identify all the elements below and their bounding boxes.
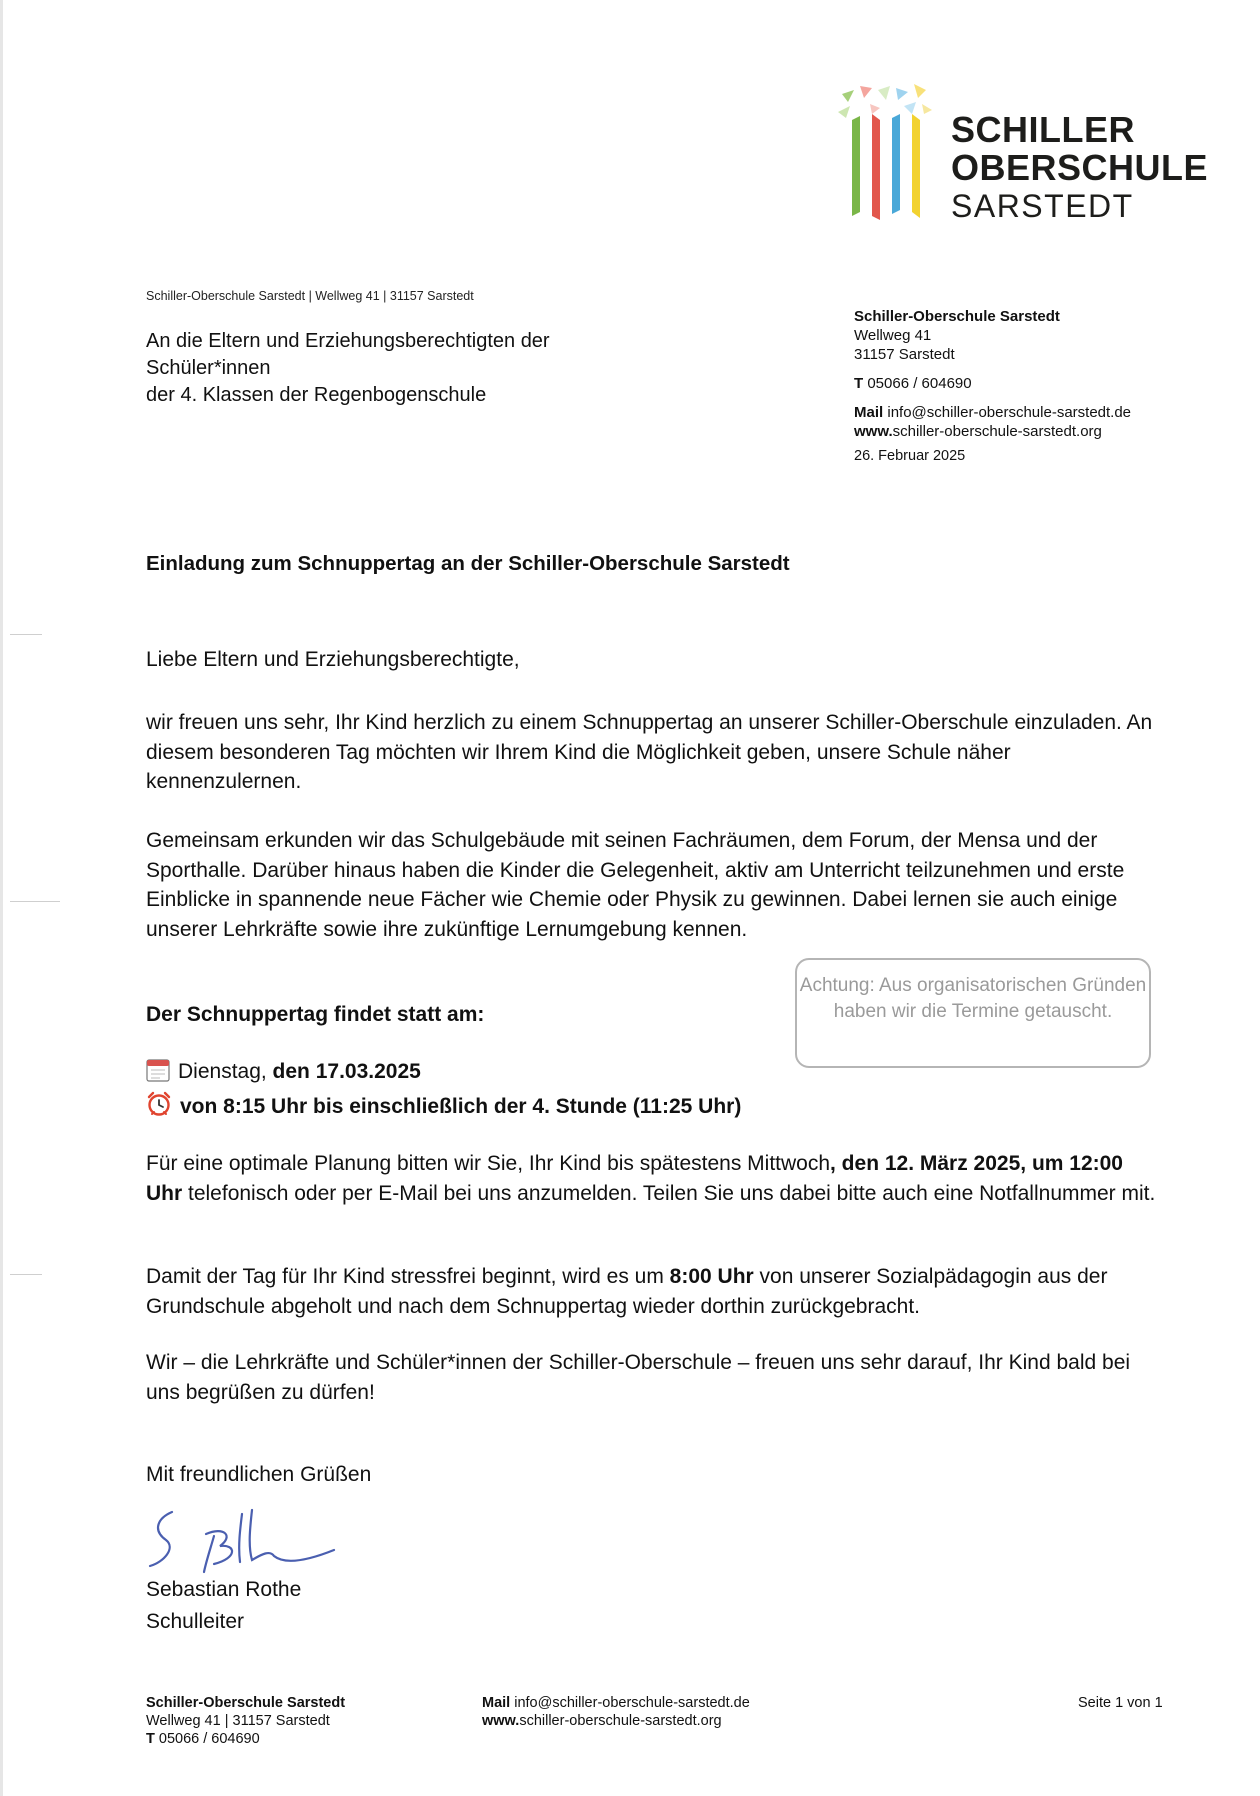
contact-block [854,307,1131,466]
recipient-line: der 4. Klassen der Regenbogenschule [146,384,487,406]
recipient-block [146,328,550,409]
logo-line-2: OBERSCHULE [951,147,1209,188]
logo-stripe-blue [892,114,900,214]
sender-return-address: Schiller-Oberschule Sarstedt | Wellweg 41 | 31157 Sarstedt [146,289,474,303]
footer-phone-label: T [146,1731,155,1747]
signatory-role: Schulleiter [146,1610,245,1633]
fold-mark [10,634,42,635]
pickup-time: 8:00 Uhr [669,1265,754,1288]
handwritten-signature [144,1500,344,1580]
footer-school-name: Schiller-Oberschule Sarstedt [146,1695,346,1711]
web-label: www. [854,423,893,440]
contact-web [854,422,1131,441]
school-logo-text [951,109,1209,224]
web-address[interactable]: schiller-oberschule-sarstedt.org [892,423,1102,440]
paragraph-program: Gemeinsam erkunden wir das Schulgebäude mit seinen Fachräumen, dem Forum, der Mensa und der Sporthalle. Darüber hinaus haben die Kinder die Gelegenheit, aktiv am Unterricht teilzunehmen und erste Einblicke in spannende neue Fächer wie Chemie oder Physik zu gewinnen. Dabei lernen sie auch einige unserer Lehrkräfte sowie ihre zukünftige Lernumgebung kennen. [146,829,1125,941]
logo-stripe-red [872,114,880,220]
logo-line-1: SCHILLER [951,109,1135,150]
registration-text: Für eine optimale Planung bitten wir Sie, Ihr Kind bis spätestens Mittwoch [146,1152,831,1175]
footer-contact [482,1694,750,1730]
page-number: Seite 1 von 1 [1078,1695,1163,1711]
appointment-date: den 17.03.2025 [266,1060,421,1083]
contact-name: Schiller-Oberschule Sarstedt [854,308,1060,325]
mail-label: Mail [854,404,884,421]
punch-mark [10,901,60,902]
mail-address[interactable]: info@schiller-oberschule-sarstedt.de [887,404,1132,421]
signatory-name: Sebastian Rothe [146,1578,302,1601]
footer-mail[interactable]: info@schiller-oberschule-sarstedt.de [514,1695,750,1711]
letter-subject: Einladung zum Schnuppertag an der Schiller-Oberschule Sarstedt [146,552,790,575]
alarm-clock-icon [146,1091,172,1117]
notice-box: Achtung: Aus organisatorischen Gründen haben wir die Termine getauscht. [795,958,1151,1068]
logo-stripe-yellow [912,114,920,218]
page-edge [0,0,3,1796]
paragraph-pickup [146,1262,1156,1321]
footer-mail-label: Mail [482,1695,511,1711]
paragraph-registration [146,1149,1156,1208]
contact-phone [854,374,1131,393]
contact-mail [854,403,1131,422]
footer-phone: 05066 / 604690 [158,1731,260,1747]
registration-deadline: , den 12. März 2025, um 12:00 Uhr [146,1152,1123,1205]
paragraph-intro: wir freuen uns sehr, Ihr Kind herzlich zu einem Schnuppertag an unserer Schiller-Oberschule einzuladen. An diesem besonderen Tag möchten wir Ihrem Kind die Möglichkeit geben, unsere Schule näher kennenzulernen. [146,711,1153,793]
paragraph-closing: Wir – die Lehrkräfte und Schüler*innen der Schiller-Oberschule – freuen uns sehr darauf, Ihr Kind bald bei uns begrüßen zu dürfen! [146,1351,1131,1404]
appointment-date-row [146,1057,421,1087]
logo-line-3: SARSTEDT [951,188,1134,224]
appointment-day: Dienstag, [178,1060,267,1083]
schedule-heading: Der Schnuppertag findet statt am: [146,1003,485,1026]
footer-street: Wellweg 41 | 31157 Sarstedt [146,1713,330,1729]
footer-address [146,1694,345,1748]
phone-label: T [854,375,864,392]
closing-formula: Mit freundlichen Grüßen [146,1463,372,1486]
letter-date: 26. Februar 2025 [854,448,966,464]
recipient-line: An die Eltern und Erziehungsberechtigten der [146,330,550,352]
footer-web[interactable]: schiller-oberschule-sarstedt.org [519,1713,722,1729]
pickup-text: Damit der Tag für Ihr Kind stressfrei beginnt, wird es um [146,1265,670,1288]
contact-city: 31157 Sarstedt [854,346,955,363]
footer-web-label: www. [482,1713,520,1729]
appointment-time-row [146,1091,741,1122]
salutation: Liebe Eltern und Erziehungsberechtigte, [146,648,520,671]
phone-number: 05066 / 604690 [867,375,972,392]
recipient-line: Schüler*innen [146,357,271,379]
calendar-icon [146,1058,170,1082]
contact-street: Wellweg 41 [854,327,932,344]
pickup-text-end: von unserer Sozialpädagogin aus der Grundschule abgeholt und nach dem Schnuppertag wieder dorthin zurückgebracht. [146,1265,1108,1318]
appointment-time: von 8:15 Uhr bis einschließlich der 4. Stunde (11:25 Uhr) [180,1095,742,1118]
fold-mark [10,1274,42,1275]
logo-stripe-green [852,116,860,216]
registration-text-end: telefonisch oder per E-Mail bei uns anzumelden. Teilen Sie uns dabei bitte auch eine Notfallnummer mit. [182,1181,1156,1205]
